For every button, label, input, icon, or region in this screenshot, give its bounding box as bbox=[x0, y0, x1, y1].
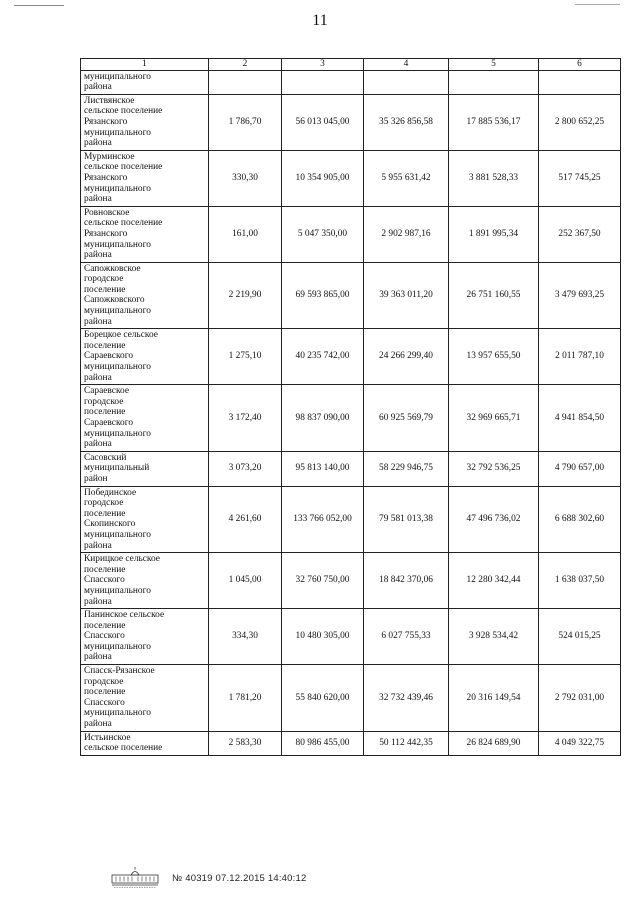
territory-name-line: муниципального bbox=[84, 183, 151, 194]
table-row bbox=[81, 70, 621, 94]
table-row bbox=[81, 731, 621, 755]
table-row bbox=[81, 486, 621, 553]
value-cell: 26 824 689,90 bbox=[449, 731, 539, 755]
value-cell: 6 027 755,33 bbox=[364, 609, 449, 665]
value-cell: 32 732 439,46 bbox=[364, 665, 449, 732]
territory-name-line: района bbox=[84, 652, 112, 663]
territory-name-line: Спасского bbox=[84, 631, 125, 642]
value-cell: 2 792 031,00 bbox=[539, 665, 621, 732]
value-cell: 4 261,60 bbox=[209, 486, 282, 553]
territory-name-line: Рязанского bbox=[84, 228, 128, 239]
value-cell: 20 316 149,54 bbox=[449, 665, 539, 732]
value-cell: 133 766 052,00 bbox=[282, 486, 364, 553]
table-row bbox=[81, 553, 621, 609]
table-header-row bbox=[81, 59, 621, 71]
territory-name-line: района bbox=[84, 194, 112, 205]
value-cell: 3 073,20 bbox=[209, 451, 282, 486]
territory-name-line: района bbox=[84, 372, 112, 383]
territory-name-line: района bbox=[84, 596, 112, 607]
value-cell bbox=[539, 70, 621, 94]
value-cell: 1 891 995,34 bbox=[449, 206, 539, 262]
table-row bbox=[81, 451, 621, 486]
territory-name-line: поселение bbox=[84, 564, 126, 575]
territory-name-cell bbox=[81, 731, 209, 755]
table-row bbox=[81, 385, 621, 452]
value-cell: 32 760 750,00 bbox=[282, 553, 364, 609]
territory-name-line: Сараевского bbox=[84, 418, 134, 428]
value-cell: 13 957 655,50 bbox=[449, 329, 539, 385]
value-cell: 1 638 037,50 bbox=[539, 553, 621, 609]
table-row bbox=[81, 94, 621, 150]
territory-name-line: района bbox=[84, 719, 112, 730]
value-cell: 55 840 620,00 bbox=[282, 665, 364, 732]
value-cell: 252 367,50 bbox=[539, 206, 621, 262]
value-cell: 3 479 693,25 bbox=[539, 262, 621, 329]
territory-name-line: муниципального bbox=[84, 362, 151, 373]
territory-name-line: муниципального bbox=[84, 708, 151, 719]
value-cell: 2 583,30 bbox=[209, 731, 282, 755]
value-cell: 2 800 652,25 bbox=[539, 94, 621, 150]
value-cell: 4 790 657,00 bbox=[539, 451, 621, 486]
territory-name-line: муниципального bbox=[84, 529, 151, 540]
territory-name-cell bbox=[81, 94, 209, 150]
territory-name-line: района bbox=[84, 250, 112, 261]
table-row bbox=[81, 206, 621, 262]
value-cell: 2 902 987,16 bbox=[364, 206, 449, 262]
territory-name-line: Спасского bbox=[84, 575, 125, 586]
territory-name-line: Борецкое сельское bbox=[84, 330, 158, 341]
territory-name-line: Сараевское bbox=[84, 386, 129, 397]
territory-name-line: поселение bbox=[84, 620, 126, 631]
document-footer bbox=[110, 866, 306, 890]
column-header: 6 bbox=[539, 59, 621, 71]
value-cell bbox=[282, 70, 364, 94]
column-header: 2 bbox=[209, 59, 282, 71]
territory-name-line: городское bbox=[84, 274, 124, 285]
territory-name-line: городское bbox=[84, 396, 124, 407]
value-cell: 3 928 534,42 bbox=[449, 609, 539, 665]
value-cell: 2 011 787,10 bbox=[539, 329, 621, 385]
value-cell: 1 275,10 bbox=[209, 329, 282, 385]
page-number: 11 bbox=[312, 12, 328, 29]
value-cell bbox=[449, 70, 539, 94]
value-cell: 18 842 370,06 bbox=[364, 553, 449, 609]
value-cell: 47 496 736,02 bbox=[449, 486, 539, 553]
registry-stamp-icon bbox=[110, 866, 160, 890]
table-row bbox=[81, 609, 621, 665]
territory-name-cell bbox=[81, 70, 209, 94]
territory-name-line: муниципального bbox=[84, 127, 151, 138]
value-cell: 95 813 140,00 bbox=[282, 451, 364, 486]
territory-name-line: района bbox=[84, 316, 112, 327]
value-cell: 330,30 bbox=[209, 150, 282, 206]
value-cell bbox=[209, 70, 282, 94]
territory-name-line: муниципального bbox=[84, 71, 151, 82]
value-cell: 17 885 536,17 bbox=[449, 94, 539, 150]
territory-name-line: поселение bbox=[84, 687, 126, 698]
territory-name-line: район bbox=[84, 473, 108, 484]
table-row bbox=[81, 665, 621, 732]
territory-name-line: сельское поселение bbox=[84, 162, 163, 173]
territory-name-line: поселение bbox=[84, 407, 126, 418]
territory-name-line: района bbox=[84, 138, 112, 149]
value-cell: 4 049 322,75 bbox=[539, 731, 621, 755]
table-row bbox=[81, 329, 621, 385]
value-cell: 12 280 342,44 bbox=[449, 553, 539, 609]
value-cell: 50 112 442,35 bbox=[364, 731, 449, 755]
column-header: 4 bbox=[364, 59, 449, 71]
territory-name-line: Истьинское bbox=[84, 732, 131, 743]
territory-name-cell bbox=[81, 609, 209, 665]
value-cell: 4 941 854,50 bbox=[539, 385, 621, 452]
territory-name-line: муниципального bbox=[84, 641, 151, 652]
territory-name-line: Кирицкое сельское bbox=[84, 554, 160, 565]
value-cell: 334,30 bbox=[209, 609, 282, 665]
territory-name-line: Листвянское bbox=[84, 95, 135, 106]
territory-name-line: Ровновское bbox=[84, 207, 130, 218]
territory-name-line: Сапожковского bbox=[84, 295, 145, 306]
value-cell: 2 219,90 bbox=[209, 262, 282, 329]
territory-name-line: Панинское сельское bbox=[84, 610, 165, 621]
value-cell: 80 986 455,00 bbox=[282, 731, 364, 755]
territory-name-line: Спасского bbox=[84, 697, 125, 708]
territory-name-cell bbox=[81, 665, 209, 732]
value-cell: 10 480 305,00 bbox=[282, 609, 364, 665]
value-cell: 3 881 528,33 bbox=[449, 150, 539, 206]
value-cell: 5 955 631,42 bbox=[364, 150, 449, 206]
table-body bbox=[81, 70, 621, 755]
territory-name-cell bbox=[81, 206, 209, 262]
value-cell: 56 013 045,00 bbox=[282, 94, 364, 150]
territory-name-line: сельское поселение bbox=[84, 218, 163, 229]
territory-name-line: сельское поселение bbox=[84, 743, 163, 754]
value-cell: 24 266 299,40 bbox=[364, 329, 449, 385]
value-cell: 58 229 946,75 bbox=[364, 451, 449, 486]
territory-name-line: поселение bbox=[84, 340, 126, 351]
value-cell: 26 751 160,55 bbox=[449, 262, 539, 329]
data-table bbox=[80, 58, 621, 756]
territory-name-cell bbox=[81, 486, 209, 553]
value-cell: 39 363 011,20 bbox=[364, 262, 449, 329]
territory-name-line: района bbox=[84, 439, 112, 450]
value-cell: 10 354 905,00 bbox=[282, 150, 364, 206]
territory-name-line: Сасовский bbox=[84, 452, 127, 463]
table-row bbox=[81, 150, 621, 206]
territory-name-line: городское bbox=[84, 498, 124, 509]
column-header: 1 bbox=[81, 59, 209, 71]
value-cell: 1 781,20 bbox=[209, 665, 282, 732]
scan-mark-left bbox=[14, 5, 64, 6]
value-cell: 79 581 013,38 bbox=[364, 486, 449, 553]
territory-name-line: Побединское bbox=[84, 487, 137, 498]
territory-name-line: Рязанского bbox=[84, 172, 128, 183]
territory-name-cell bbox=[81, 451, 209, 486]
territory-name-line: Скопинского bbox=[84, 519, 136, 530]
value-cell: 161,00 bbox=[209, 206, 282, 262]
value-cell: 60 925 569,79 bbox=[364, 385, 449, 452]
territory-name-line: Спасск-Рязанское bbox=[84, 666, 155, 677]
column-header: 3 bbox=[282, 59, 364, 71]
value-cell: 1 786,70 bbox=[209, 94, 282, 150]
territory-name-line: городское bbox=[84, 676, 124, 687]
territory-name-line: Сараевского bbox=[84, 351, 134, 362]
territory-name-cell bbox=[81, 385, 209, 452]
territory-name-cell bbox=[81, 262, 209, 329]
territory-name-cell bbox=[81, 553, 209, 609]
value-cell: 32 792 536,25 bbox=[449, 451, 539, 486]
value-cell: 98 837 090,00 bbox=[282, 385, 364, 452]
scan-mark-right bbox=[575, 4, 620, 5]
territory-name-line: муниципального bbox=[84, 306, 151, 317]
value-cell: 35 326 856,58 bbox=[364, 94, 449, 150]
value-cell bbox=[364, 70, 449, 94]
territory-name-line: муниципальный bbox=[84, 463, 150, 474]
document-registration-number: № 40319 07.12.2015 14:40:12 bbox=[172, 872, 307, 884]
territory-name-line: поселение bbox=[84, 284, 126, 295]
value-cell: 524 015,25 bbox=[539, 609, 621, 665]
territory-name-line: поселение bbox=[84, 508, 126, 519]
value-cell: 6 688 302,60 bbox=[539, 486, 621, 553]
territory-name-line: Рязанского bbox=[84, 116, 128, 127]
territory-name-line: Сапожковское bbox=[84, 263, 141, 274]
value-cell: 517 745,25 bbox=[539, 150, 621, 206]
value-cell: 5 047 350,00 bbox=[282, 206, 364, 262]
territory-name-line: Мурминское bbox=[84, 151, 135, 162]
territory-name-line: сельское поселение bbox=[84, 106, 163, 117]
territory-name-cell bbox=[81, 329, 209, 385]
value-cell: 3 172,40 bbox=[209, 385, 282, 452]
territory-name-line: района bbox=[84, 82, 112, 93]
territory-name-cell bbox=[81, 150, 209, 206]
value-cell: 69 593 865,00 bbox=[282, 262, 364, 329]
territory-name-line: муниципального bbox=[84, 428, 151, 439]
territory-name-line: района bbox=[84, 540, 112, 551]
value-cell: 32 969 665,71 bbox=[449, 385, 539, 452]
value-cell: 40 235 742,00 bbox=[282, 329, 364, 385]
table-row bbox=[81, 262, 621, 329]
territory-name-line: муниципального bbox=[84, 585, 151, 596]
column-header: 5 bbox=[449, 59, 539, 71]
territory-name-line: муниципального bbox=[84, 239, 151, 250]
value-cell: 1 045,00 bbox=[209, 553, 282, 609]
